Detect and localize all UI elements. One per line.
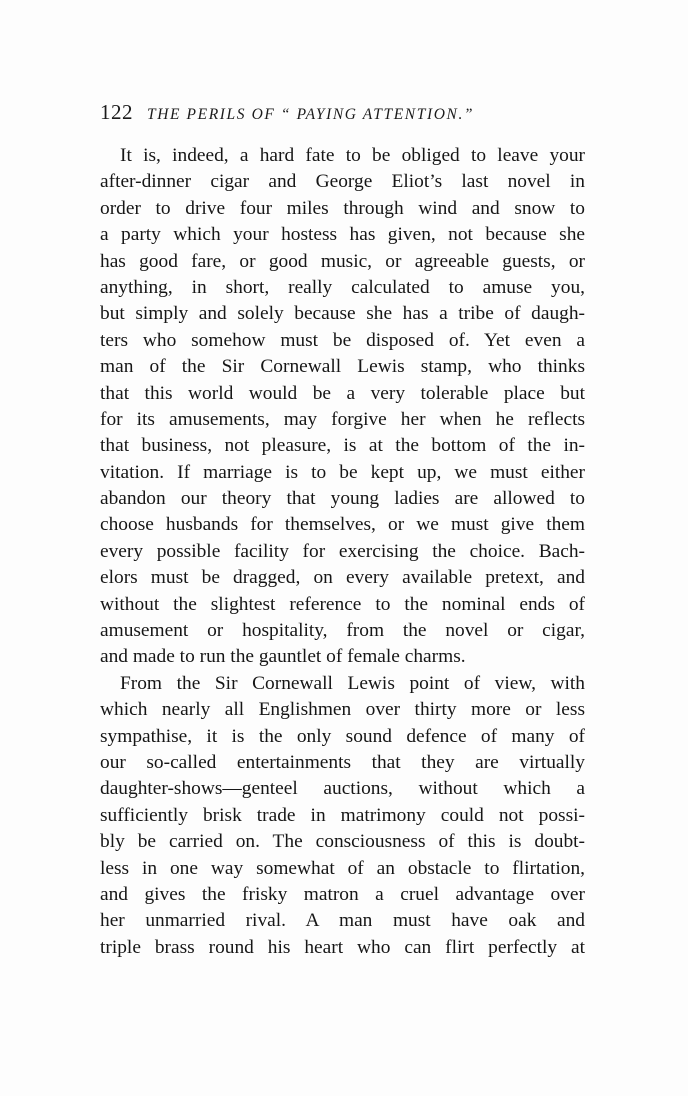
text-line: which nearly all Englishmen over thirty more or less — [100, 699, 585, 721]
body-text — [100, 143, 585, 961]
text-line: a party which your hostess has given, not because she — [100, 224, 585, 246]
text-line: From the Sir Cornewall Lewis point of view, with — [120, 672, 585, 694]
text-line: It is, indeed, a hard fate to be obliged to leave your — [120, 145, 585, 166]
running-title: THE PERILS OF “ PAYING ATTENTION.” — [147, 106, 475, 123]
text-line: man of the Sir Cornewall Lewis stamp, who thinks — [100, 356, 585, 378]
text-line: vitation. If marriage is to be kept up, we must either — [100, 461, 585, 483]
text-line: triple brass round his heart who can flirt perfectly at — [100, 936, 585, 958]
text-line: anything, in short, really calculated to amuse you, — [100, 276, 585, 298]
text-line: without the slightest reference to the nominal ends of — [100, 593, 585, 615]
text-line: less in one way somewhat of an obstacle to flirtation, — [100, 857, 585, 879]
text-line: has good fare, or good music, or agreeable guests, or — [100, 250, 585, 272]
text-line: that this world would be a very tolerable place but — [100, 382, 585, 404]
text-line: but simply and solely because she has a tribe of daugh- — [100, 303, 585, 325]
text-line: ters who somehow must be disposed of. Yet even a — [100, 329, 585, 351]
text-line: that business, not pleasure, is at the bottom of the in- — [100, 435, 585, 457]
text-line: daughter-shows—genteel auctions, without which a — [100, 778, 585, 800]
text-line: every possible facility for exercising the choice. Bach- — [100, 540, 585, 562]
text-line: amusement or hospitality, from the novel or cigar, — [100, 620, 585, 642]
text-line: bly be carried on. The consciousness of this is doubt- — [100, 831, 585, 853]
text-line: and made to run the gauntlet of female charms. — [100, 646, 466, 668]
text-line: and gives the frisky matron a cruel advantage over — [100, 883, 585, 905]
text-line: elors must be dragged, on every available pretext, and — [100, 567, 585, 589]
text-line: our so-called entertainments that they are virtually — [100, 751, 585, 773]
running-head — [100, 100, 585, 128]
text-line: choose husbands for themselves, or we must give them — [100, 514, 585, 536]
text-line: sympathise, it is the only sound defence of many of — [100, 725, 585, 747]
page-number: 122 — [100, 100, 133, 124]
text-line: order to drive four miles through wind and snow to — [100, 197, 585, 219]
text-line: abandon our theory that young ladies are allowed to — [100, 488, 585, 510]
text-line: her unmarried rival. A man must have oak and — [100, 910, 585, 932]
text-line: after-dinner cigar and George Eliot’s last novel in — [100, 171, 585, 193]
text-line: sufficiently brisk trade in matrimony could not possi- — [100, 804, 585, 826]
text-line: for its amusements, may forgive her when he reflects — [100, 408, 585, 430]
